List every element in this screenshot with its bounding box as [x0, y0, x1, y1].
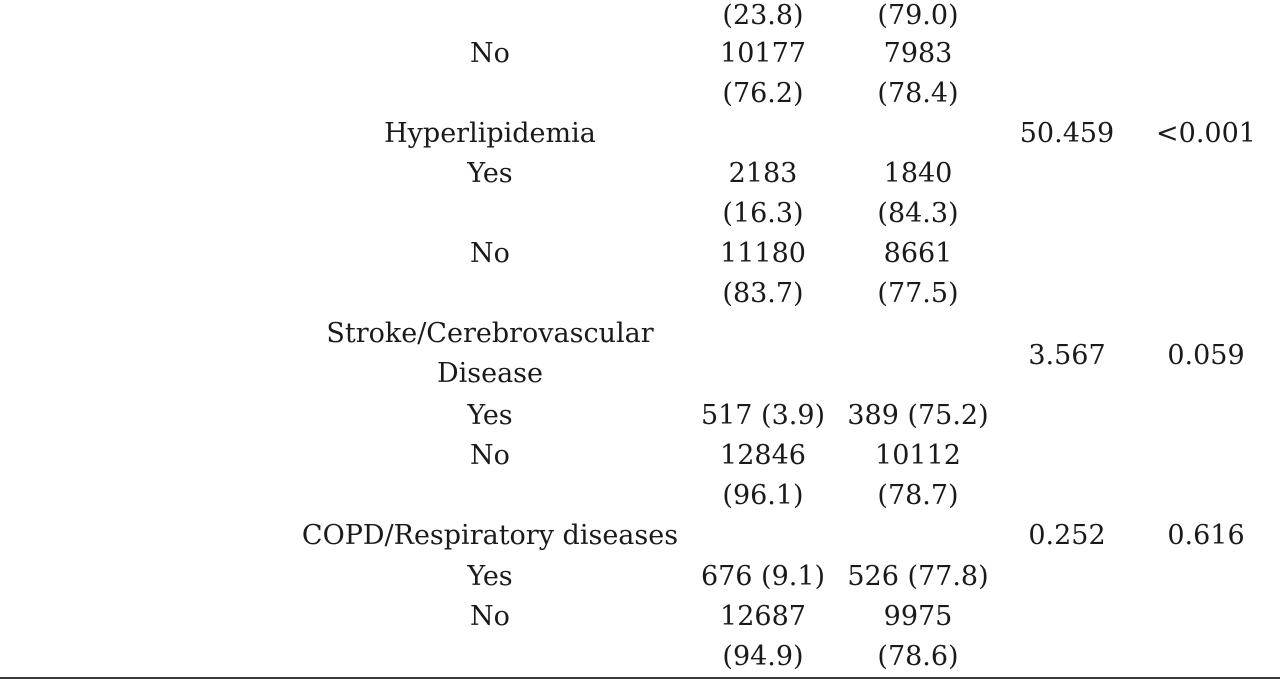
row-label: Stroke/Cerebrovascular [326, 318, 654, 349]
count-col2: 7983 [883, 38, 953, 69]
row-label: Disease [436, 358, 544, 389]
count-col1: (76.2) [722, 78, 804, 109]
count-col1: 12846 [720, 440, 806, 471]
stroke-p-value: 0.059 [1167, 340, 1245, 371]
p-value: 0.616 [1167, 520, 1245, 551]
row-label: COPD/Respiratory diseases [301, 520, 679, 551]
count-col1: 676 (9.1) [700, 561, 826, 592]
count-col2: 8661 [883, 238, 953, 269]
count-col1: (96.1) [722, 480, 804, 511]
count-col2: (78.6) [877, 641, 959, 672]
count-col2: 526 (77.8) [847, 561, 989, 592]
stroke-chi-square: 3.567 [1028, 340, 1106, 371]
count-col1: 12687 [720, 601, 806, 632]
row-label: No [470, 238, 510, 269]
table-bottom-rule [0, 677, 1280, 679]
chi-square: 0.252 [1028, 520, 1106, 551]
count-col2: (84.3) [877, 198, 959, 229]
count-col2: (78.4) [877, 78, 959, 109]
count-col1: (94.9) [722, 641, 804, 672]
count-col1: 11180 [720, 238, 806, 269]
count-col2: 1840 [883, 158, 953, 189]
row-label: No [470, 38, 510, 69]
count-col1: 517 (3.9) [700, 400, 826, 431]
count-col2: (77.5) [877, 278, 959, 309]
row-label: No [470, 440, 510, 471]
count-col1: (23.8) [722, 0, 804, 31]
row-label: Yes [467, 158, 513, 189]
row-label: No [470, 601, 510, 632]
count-col1: 10177 [720, 38, 806, 69]
row-label: Hyperlipidemia [384, 118, 596, 149]
count-col2: (78.7) [877, 480, 959, 511]
chi-square: 50.459 [1019, 118, 1115, 149]
row-label: Yes [467, 561, 513, 592]
count-col1: (16.3) [722, 198, 804, 229]
count-col2: 389 (75.2) [847, 400, 989, 431]
count-col2: (79.0) [877, 0, 959, 31]
count-col2: 9975 [883, 601, 953, 632]
p-value: <0.001 [1156, 118, 1256, 149]
count-col1: (83.7) [722, 278, 804, 309]
count-col1: 2183 [728, 158, 798, 189]
row-label: Yes [467, 400, 513, 431]
count-col2: 10112 [875, 440, 961, 471]
